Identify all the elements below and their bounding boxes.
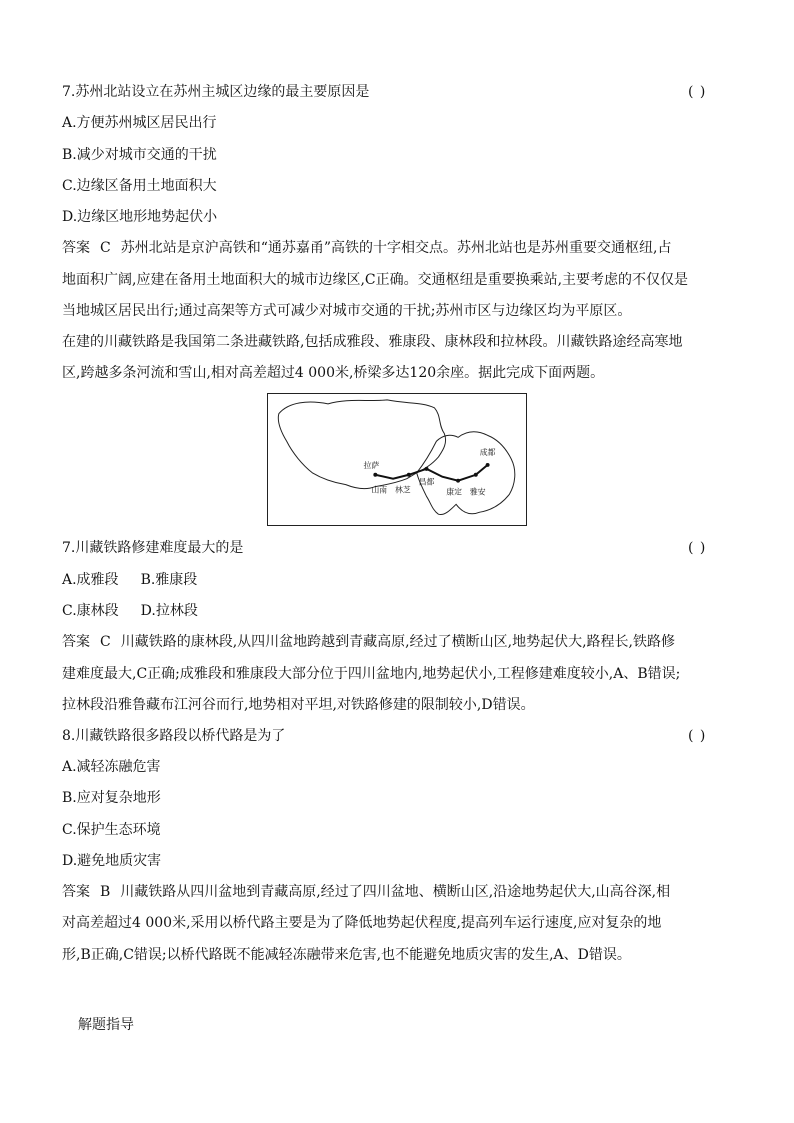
label-changdu: 昌都	[418, 477, 435, 487]
question-stem: 7.苏州北站设立在苏州主城区边缘的最主要原因是	[62, 84, 370, 100]
answer-label: 答案	[62, 634, 90, 650]
station-lasa	[373, 473, 377, 477]
answer-letter: B	[100, 884, 111, 900]
tibet-region-outline	[278, 400, 445, 489]
station-yaan	[474, 473, 478, 477]
option-d: D.边缘区地形地势起伏小	[62, 209, 218, 225]
question-8-stem	[62, 726, 730, 746]
options-row-1	[62, 570, 730, 590]
answer-text: 川藏铁路从四川盆地到青藏高原,经过了四川盆地、横断山区,沿途地势起伏大,山高谷深,相	[120, 884, 671, 900]
question-stem: 7.川藏铁路修建难度最大的是	[62, 540, 244, 556]
label-kangding: 康定	[446, 487, 462, 497]
answer-line-1	[62, 882, 730, 902]
intro-line-1: 在建的川藏铁路是我国第二条进藏铁路,包括成雅段、雅康段、康林段和拉林段。川藏铁路途经高寒地	[62, 334, 683, 350]
answer-text: 川藏铁路的康林段,从四川盆地跨越到青藏高原,经过了横断山区,地势起伏大,路程长,铁路修	[120, 634, 675, 650]
option-a: A.减轻冻融危害	[62, 759, 161, 775]
option-b: B.减少对城市交通的干扰	[62, 147, 217, 163]
station-chengdu	[486, 463, 490, 467]
answer-line-1	[62, 238, 730, 258]
label-chengdu: 成都	[479, 448, 496, 458]
question-7-railway-stem	[62, 538, 730, 558]
answer-text: 苏州北站是京沪高铁和“通苏嘉甬”高铁的十字相交点。苏州北站也是苏州重要交通枢纽,占	[120, 240, 672, 256]
option-a: A.方便苏州城区居民出行	[62, 115, 217, 131]
label-lasa: 拉萨	[363, 460, 380, 470]
sichuan-region-outline	[417, 432, 515, 515]
sichuan-tibet-railway-map	[267, 393, 527, 526]
option-c: C.康林段	[62, 603, 119, 619]
answer-parenthesis: ( )	[688, 84, 707, 100]
solution-guide-heading: 解题指导	[78, 1017, 134, 1033]
label-linzhi: 林芝	[395, 485, 411, 495]
intro-line-2: 区,跨越多条河流和雪山,相对高差超过4 000米,桥梁多达120余座。据此完成下面两题。	[62, 365, 605, 381]
answer-line-2: 建难度最大,C正确;成雅段和雅康段大部分位于四川盆地内,地势起伏小,工程修建难度较小,A、B错误;	[62, 666, 681, 682]
answer-label: 答案	[62, 240, 90, 256]
answer-label: 答案	[62, 884, 90, 900]
option-b: B.应对复杂地形	[62, 790, 161, 806]
station-changdu	[425, 467, 429, 471]
label-shannan: 山南	[371, 485, 388, 495]
answer-letter: C	[100, 634, 111, 650]
answer-line-3: 拉林段沿雅鲁藏布江河谷而行,地势相对平坦,对铁路修建的限制较小,D错误。	[62, 697, 535, 713]
option-c: C.保护生态环境	[62, 822, 161, 838]
answer-letter: C	[100, 240, 111, 256]
options-row-2	[62, 601, 730, 621]
option-d: D.拉林段	[140, 603, 198, 619]
answer-line-1	[62, 632, 730, 652]
answer-line-2: 对高差超过4 000米,采用以桥代路主要是为了降低地势起伏程度,提高列车运行速度,应对复杂的地	[62, 915, 662, 931]
question-7-suzhou-stem	[62, 82, 730, 102]
option-a: A.成雅段	[62, 572, 119, 588]
answer-line-3: 当地城区居民出行;通过高架等方式可减少对城市交通的干扰;苏州市区与边缘区均为平原区。	[62, 303, 632, 319]
answer-line-3: 形,B正确,C错误;以桥代路既不能减轻冻融带来危害,也不能避免地质灾害的发生,A、D错误。	[62, 947, 631, 963]
answer-parenthesis: ( )	[688, 728, 707, 744]
label-yaan: 雅安	[469, 487, 486, 497]
option-c: C.边缘区备用土地面积大	[62, 178, 217, 194]
answer-parenthesis: ( )	[688, 540, 707, 556]
option-d: D.避免地质灾害	[62, 853, 162, 869]
option-b: B.雅康段	[140, 572, 198, 588]
station-kangding	[456, 479, 460, 483]
answer-line-2: 地面积广阔,应建在备用土地面积大的城市边缘区,C正确。交通枢纽是重要换乘站,主要考虑的不仅仅是	[62, 272, 689, 288]
station-linzhi	[407, 473, 411, 477]
question-stem: 8.川藏铁路很多路段以桥代路是为了	[62, 728, 286, 744]
